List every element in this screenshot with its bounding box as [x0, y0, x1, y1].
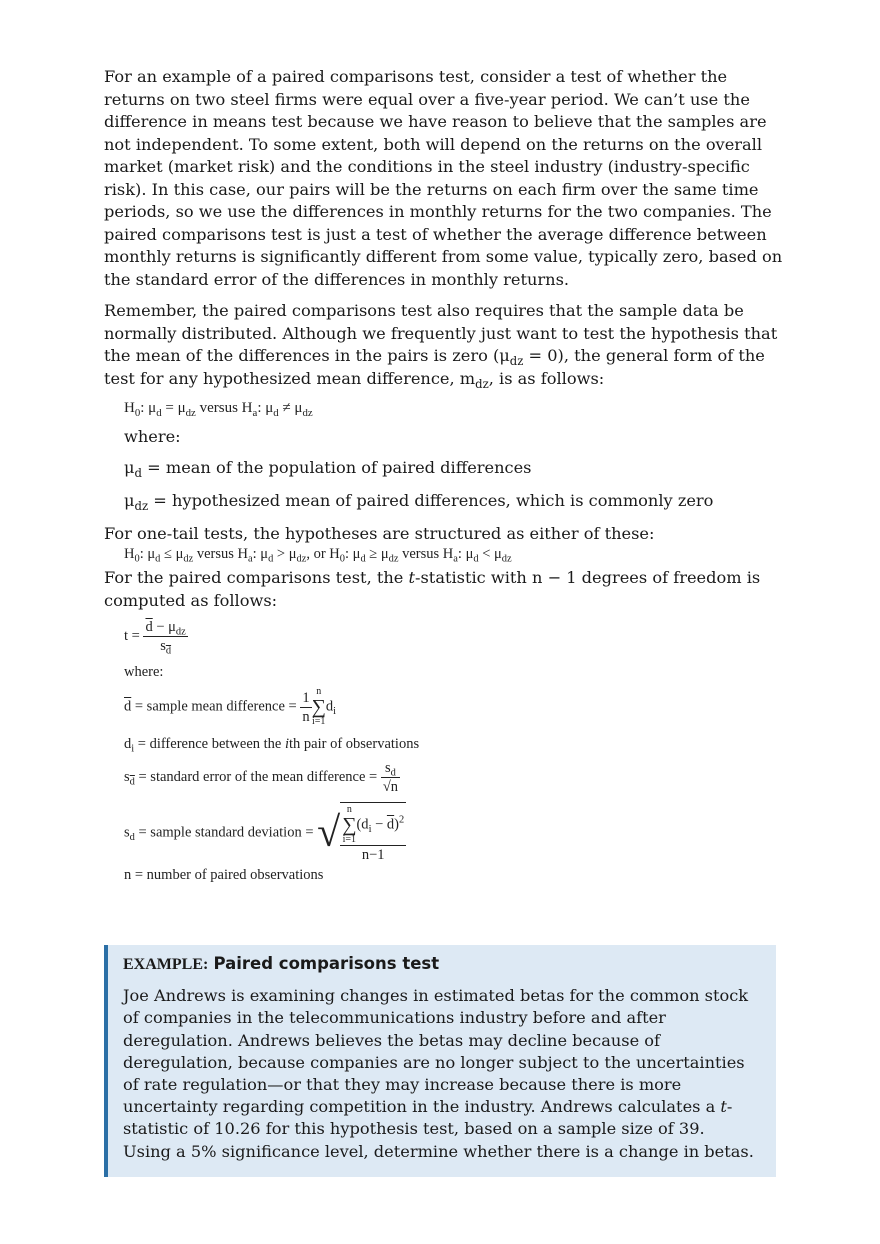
- italic-t: t: [408, 568, 416, 587]
- denominator: √n: [382, 779, 399, 795]
- text: s: [124, 824, 130, 841]
- subscript: 0: [339, 553, 345, 565]
- subscript: d: [165, 645, 172, 657]
- text: versus H: [398, 546, 454, 562]
- paragraph-paired-test-example: For an example of a paired comparisons test, consider a test of whether the returns on two steel firms were equal over a five-year period. We can’t use the difference in means test because we have reason to believe that the samples are not independent. To some extent, both will depend on the returns on the overall market (market risk) and the conditions in the steel industry (industry-specific risk). In this case, our pairs will be the returns on each firm over the same time periods, so we use the differences in monthly returns for the two companies. The paired comparisons test is just a test of whether the average difference between monthly returns is significantly different from some value, typically zero, based on the standard error of the differences in monthly returns.: [104, 67, 783, 289]
- text: : μ: [252, 546, 269, 562]
- subscript: i: [333, 705, 336, 717]
- text: d: [325, 698, 334, 715]
- text: > μ: [273, 546, 297, 562]
- text: = difference between the: [134, 736, 285, 752]
- text: = 0), the general form of the test for any hypothesized mean difference, m: [104, 346, 765, 388]
- subscript: d: [360, 553, 366, 565]
- mu-symbol: μ: [124, 491, 135, 510]
- text: , is as follows:: [488, 368, 605, 388]
- subscript: d: [273, 406, 279, 419]
- example-title: [123, 953, 754, 976]
- subscript: d: [134, 465, 142, 480]
- text: Remember, the paired comparisons test also requires that the sample data be normally distributed. Although we frequently just want to test the hypothesis that the mean of the differences in the pairs is zero (μ: [104, 301, 778, 365]
- text: s: [160, 638, 166, 654]
- subscript: 0: [134, 406, 141, 419]
- t-statistic-intro: [104, 567, 784, 612]
- subscript: a: [252, 406, 258, 419]
- numerator: [381, 759, 400, 778]
- d-bar: $\overline{d}$: [145, 619, 153, 635]
- t-label: t =: [124, 627, 144, 644]
- text: ≤ μ: [160, 546, 184, 562]
- one-tail-intro: For one-tail tests, the hypotheses are structured as either of these:: [104, 523, 655, 543]
- text: ≠ μ: [278, 400, 303, 416]
- n-definition: n = number of paired observations: [124, 867, 324, 883]
- one-over-n: [300, 689, 311, 726]
- d-bar: $\overline{d}$: [386, 816, 395, 833]
- example-label: EXAMPLE:: [123, 956, 209, 973]
- text: : μ: [140, 400, 157, 416]
- subscript: d: [268, 553, 274, 565]
- mu-symbol: μ: [124, 457, 135, 477]
- text: − μ: [152, 619, 176, 635]
- numerator: [340, 805, 406, 846]
- upper-limit: n: [346, 804, 352, 815]
- standard-error-definition: [124, 759, 784, 796]
- subscript: dz: [501, 553, 512, 565]
- italic-i: i: [284, 736, 290, 752]
- two-tail-hypothesis: [124, 398, 784, 418]
- text: d: [124, 736, 132, 752]
- subscript: dz: [296, 553, 307, 565]
- text: < μ: [478, 546, 502, 562]
- summation-icon: [312, 687, 326, 727]
- text: versus H: [195, 400, 253, 416]
- text: = sample mean difference =: [131, 698, 301, 715]
- subscript: d: [156, 406, 162, 419]
- example-box: [104, 945, 776, 1177]
- di-definition: [124, 735, 784, 753]
- text: s: [124, 768, 130, 785]
- subscript: a: [247, 553, 253, 565]
- subscript: dz: [185, 406, 196, 419]
- subscript: d: [129, 831, 135, 843]
- lower-limit: i=1: [342, 834, 357, 845]
- numerator: 1: [302, 689, 310, 706]
- formula-where-label: where:: [124, 664, 164, 680]
- sigma: ∑: [342, 814, 357, 836]
- h-symbol: H: [124, 400, 135, 416]
- subscript: d: [155, 553, 161, 565]
- sqrt-icon: √: [317, 810, 341, 856]
- t-fraction: [143, 618, 187, 655]
- subscript: i: [131, 743, 135, 755]
- text: Joe Andrews is examining changes in estimated betas for the common stock of companies in the telecommunications industry before and after deregulation. Andrews believes the betas may decline because of deregulation, because companies are no longer subject to the uncertainties of rate regulation—or that they may increase because there is more uncertainty regarding competition in the industry. Andrews calculates a: [123, 986, 749, 1117]
- dbar-definition: [124, 687, 784, 727]
- text: th pair of observations: [289, 736, 420, 752]
- subscript: d: [129, 776, 135, 788]
- lower-limit: i=1: [312, 716, 326, 727]
- summation-icon: [342, 805, 356, 845]
- subscript: dz: [134, 499, 149, 514]
- t-statistic-formula: [124, 618, 784, 655]
- text: : μ: [139, 546, 156, 562]
- one-tail-hypotheses: [124, 545, 784, 563]
- definition-mu-dz: [124, 490, 784, 513]
- se-fraction: [381, 759, 400, 796]
- where-label: where:: [124, 427, 181, 446]
- document-body: [104, 66, 784, 884]
- example-body: [123, 985, 754, 1163]
- text: For the paired comparisons test, the: [104, 568, 409, 587]
- text: versus H: [193, 546, 248, 562]
- subscript: 0: [134, 553, 140, 565]
- denominator: n−1: [361, 847, 385, 863]
- subscript: dz: [475, 376, 489, 391]
- denominator: n: [302, 708, 310, 725]
- text: = standard error of the mean difference =: [134, 768, 381, 785]
- sigma: ∑: [311, 696, 326, 718]
- sd-fraction: [340, 802, 406, 864]
- t-numerator: [143, 618, 187, 637]
- text: ≥ μ: [365, 546, 389, 562]
- subscript: dz: [509, 354, 524, 369]
- text: : μ: [345, 546, 361, 562]
- std-dev-definition: [124, 802, 784, 864]
- example-heading: Paired comparisons test: [213, 954, 440, 973]
- text: = sample standard deviation =: [134, 824, 318, 841]
- subscript: a: [453, 553, 458, 565]
- text: (d: [356, 816, 369, 833]
- text: H: [124, 546, 135, 562]
- subscript: dz: [183, 553, 194, 565]
- text: ): [394, 816, 399, 833]
- text: s: [385, 760, 391, 776]
- text: -statistic of 10.26 for this hypothesis test, based on a sample size of 39. Using a 5% significance level, determine whether there is a change in betas.: [123, 1097, 754, 1161]
- text: = hypothesized mean of paired differences, which is commonly zero: [148, 491, 714, 510]
- subscript: dz: [175, 626, 186, 638]
- subscript: dz: [388, 553, 399, 565]
- text: : μ: [457, 546, 474, 562]
- subscript: d: [473, 553, 479, 565]
- text: −: [371, 816, 387, 833]
- text: : μ: [257, 400, 274, 416]
- text: = mean of the population of paired differences: [142, 457, 532, 477]
- text: -statistic with n − 1 degrees of freedom is computed as follows:: [104, 568, 761, 610]
- subscript: i: [368, 823, 372, 835]
- italic-t: t: [720, 1097, 727, 1117]
- definition-mu-d: [124, 457, 784, 480]
- text: = μ: [161, 400, 186, 416]
- paragraph-normality-requirement: [104, 300, 784, 390]
- upper-limit: n: [316, 686, 322, 697]
- subscript: d: [390, 767, 396, 779]
- d-bar: $\overline{d}$: [124, 698, 132, 715]
- subscript: dz: [302, 406, 313, 419]
- t-denominator: [143, 637, 187, 655]
- exponent: 2: [399, 814, 405, 826]
- text: , or H: [306, 546, 340, 562]
